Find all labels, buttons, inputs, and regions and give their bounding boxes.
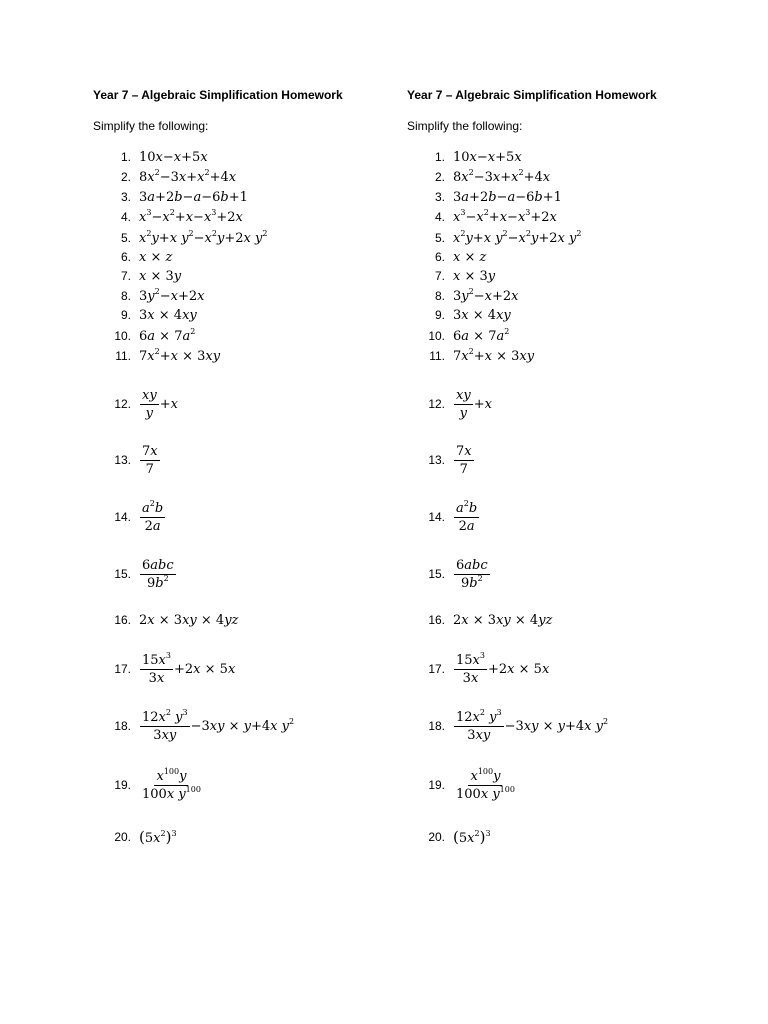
question-12: 12. $\frac{xy}{y}$ +x — [428, 387, 492, 421]
worksheet-instruction: Simplify the following: — [407, 119, 523, 133]
question-17: 17. $\frac{15x^3}{3x}$ +2x × 5x — [428, 650, 550, 686]
question-4: 4. $x^3-x^2+x-x^3+2x$ — [434, 207, 557, 225]
expression: $\frac{xy}{y}$ +x — [142, 387, 178, 421]
question-14: 14. $\frac{a^2b}{2a}$ — [407, 508, 480, 526]
question-9: 9. 3x × 4xy — [434, 307, 511, 323]
expression: 3x × 4xy — [453, 307, 511, 323]
question-1: 1. 10x−x+5x — [434, 149, 522, 165]
question-15: 15. $\frac{\text{6abc}}{9b^2}$ — [93, 565, 177, 583]
expression: $7x^2+x \times 3xy$ — [453, 346, 535, 364]
expression: x × 3y — [139, 268, 182, 284]
expression: 2x × 3xy × 4yz — [453, 612, 553, 628]
question-10: 10. $6a \times 7a^2$ — [428, 326, 510, 344]
question-6: 6. x × z — [120, 249, 173, 265]
question-14: 14. $\frac{a^2b}{2a}$ — [93, 508, 166, 526]
question-17: 17. $\frac{15x^3}{3x}$ +2x × 5x — [114, 650, 236, 686]
question-13: 13. $\frac{7x}{7}$ — [93, 451, 161, 469]
question-8: 8. $3y^2-x+2x$ — [434, 286, 519, 304]
question-7: 7. x × 3y — [434, 268, 496, 284]
expression: $x^2y+x$ $y^2-x^2y+2x$ $y^2$ — [453, 228, 582, 246]
expression: x × z — [453, 249, 487, 265]
expression: $\frac{xy}{y}$ +x — [456, 387, 492, 421]
worksheet-title: Year 7 – Algebraic Simplification Homework — [407, 88, 657, 102]
expression: 2x × 3xy × 4yz — [139, 612, 239, 628]
question-16: 16. 2x × 3xy × 4yz — [114, 612, 239, 628]
expression: $\frac{a^2b}{2a}$ — [142, 498, 164, 534]
expression: $x^2y+x$ $y^2-x^2y+2x$ $y^2$ — [139, 228, 268, 246]
expression: $7x^2+x \times 3xy$ — [139, 346, 221, 364]
question-19: 19. $\frac{x^{100}y}{100x y^{100}}$ — [407, 776, 518, 794]
expression: $3y^2-x+2x$ — [453, 286, 519, 304]
question-11: 11. $7x^2+x \times 3xy$ — [429, 346, 535, 364]
expression: $\frac{7x}{7}$ — [142, 443, 158, 477]
expression: $\frac{12x^2 y^3}{3xy}$ −3xy × y+4x $y^2$ — [456, 707, 609, 743]
question-4: 4. $x^3-x^2+x-x^3+2x$ — [120, 207, 243, 225]
expression: $x^3-x^2+x-x^3+2x$ — [453, 207, 557, 225]
expression: $(5x^2)^3$ — [453, 828, 491, 846]
question-8: 8. $3y^2-x+2x$ — [120, 286, 205, 304]
expression: $\frac{7x}{7}$ — [456, 443, 472, 477]
question-20: 20. $(5x^2)^3$ — [428, 828, 491, 846]
question-16: 16. 2x × 3xy × 4yz — [428, 612, 553, 628]
question-19: 19. $\frac{x^{100}y}{100x y^{100}}$ — [93, 776, 204, 794]
expression: 10x−x+5x — [139, 149, 208, 165]
expression: $6a \times 7a^2$ — [453, 326, 510, 344]
question-9: 9. 3x × 4xy — [120, 307, 197, 323]
expression: $\frac{\text{6abc}}{9b^2}$ — [142, 557, 174, 591]
expression: $\frac{\text{6abc}}{9b^2}$ — [456, 557, 488, 591]
question-18: 18. $\frac{12x^2 y^3}{3xy}$ −3xy × y+4x $y^2$ — [114, 707, 295, 743]
question-13: 13. $\frac{7x}{7}$ — [407, 451, 475, 469]
expression: 3x × 4xy — [139, 307, 197, 323]
question-6: 6. x × z — [434, 249, 487, 265]
worksheet-copy-left — [93, 0, 413, 1024]
expression: 3a+2b−a−6b+1 — [139, 189, 248, 205]
expression: $\frac{a^2b}{2a}$ — [456, 498, 478, 534]
question-5: 5. $x^2y+x$ $y^2-x^2y+2x$ $y^2$ — [434, 228, 582, 246]
expression: $3y^2-x+2x$ — [139, 286, 205, 304]
question-5: 5. $x^2y+x$ $y^2-x^2y+2x$ $y^2$ — [120, 228, 268, 246]
question-2: 2. $8x^2-3x+x^2+4x$ — [434, 167, 551, 185]
question-18: 18. $\frac{12x^2 y^3}{3xy}$ −3xy × y+4x $y^2$ — [428, 707, 609, 743]
worksheet-instruction: Simplify the following: — [93, 119, 209, 133]
expression: $6a \times 7a^2$ — [139, 326, 196, 344]
question-10: 10. $6a \times 7a^2$ — [114, 326, 196, 344]
expression: $\frac{12x^2 y^3}{3xy}$ −3xy × y+4x $y^2$ — [142, 707, 295, 743]
expression: $\frac{15x^3}{3x}$ +2x × 5x — [142, 650, 236, 686]
expression: $\frac{15x^3}{3x}$ +2x × 5x — [456, 650, 550, 686]
question-3: 3. 3a+2b−a−6b+1 — [434, 189, 562, 205]
worksheet-copy-right — [407, 0, 727, 1024]
question-3: 3. 3a+2b−a−6b+1 — [120, 189, 248, 205]
question-15: 15. $\frac{\text{6abc}}{9b^2}$ — [407, 565, 491, 583]
expression: $\frac{x^{100}y}{100x y^{100}}$ — [456, 766, 515, 802]
question-11: 11. $7x^2+x \times 3xy$ — [115, 346, 221, 364]
question-12: 12. $\frac{xy}{y}$ +x — [114, 387, 178, 421]
question-7: 7. x × 3y — [120, 268, 182, 284]
expression: $(5x^2)^3$ — [139, 828, 177, 846]
question-2: 2. $8x^2-3x+x^2+4x$ — [120, 167, 237, 185]
expression: $8x^2-3x+x^2+4x$ — [453, 167, 551, 185]
expression: $x^3-x^2+x-x^3+2x$ — [139, 207, 243, 225]
question-1: 1. 10x−x+5x — [120, 149, 208, 165]
expression: $8x^2-3x+x^2+4x$ — [139, 167, 237, 185]
expression: 3a+2b−a−6b+1 — [453, 189, 562, 205]
expression: x × 3y — [453, 268, 496, 284]
expression: x × z — [139, 249, 173, 265]
expression: 10x−x+5x — [453, 149, 522, 165]
expression: $\frac{x^{100}y}{100x y^{100}}$ — [142, 766, 201, 802]
question-20: 20. $(5x^2)^3$ — [114, 828, 177, 846]
worksheet-title: Year 7 – Algebraic Simplification Homework — [93, 88, 343, 102]
